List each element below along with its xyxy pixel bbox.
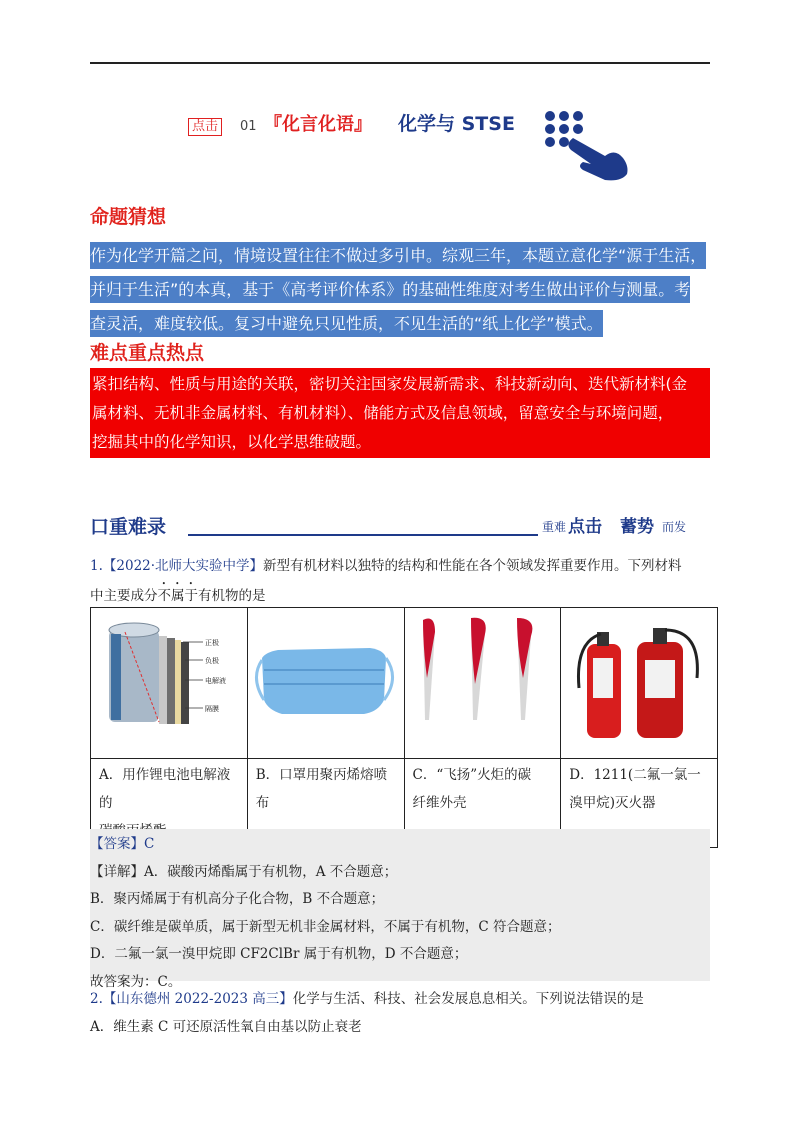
detail-line: A．碳酸丙烯酯属于有机物，A 不合题意；: [144, 863, 398, 880]
hotspot-line: 挖掘其中的化学知识，以化学思维破题。: [92, 433, 372, 451]
option-label: 溴甲烷)灭火器: [569, 795, 656, 811]
banner-keyword: 『化言化语』: [264, 114, 372, 135]
section-tag: 蓄势: [620, 517, 654, 537]
banner-stamp: 点击: [188, 118, 222, 136]
question-number: 1.: [90, 558, 103, 574]
click-hand-icon: [543, 108, 633, 183]
section-underline: [188, 534, 538, 536]
section-header: [90, 512, 710, 538]
question-stem: 中主要成分: [90, 588, 158, 604]
fire-extinguisher-illustration: [561, 608, 713, 748]
battery-label: 电解液: [205, 677, 226, 685]
detail-line: B．聚丙烯属于有机高分子化合物，B 不合题意；: [90, 891, 385, 907]
option-label: D．1211(二氟一氯一: [569, 767, 701, 783]
guess-line: 作为化学开篇之问，情境设置往往不做过多引申。综观三年，本题立意化学“源于生活，: [90, 242, 706, 269]
section-tag: 而发: [662, 520, 687, 534]
option-label: B．口罩用聚丙烯熔喷: [255, 767, 388, 783]
option-label: 纤维外壳: [412, 795, 467, 811]
answer-block: [90, 829, 710, 990]
option-label: A．用作锂电池电解液的: [99, 767, 231, 811]
question-number: 2.: [90, 991, 103, 1007]
battery-label: 负极: [205, 657, 219, 665]
guess-line: 查灵活，难度较低。复习中避免只见性质，不见生活的“纸上化学”模式。: [90, 310, 603, 337]
question-option: A．维生素 C 可还原活性氧自由基以防止衰老: [90, 1019, 362, 1035]
detail-line: D．二氟一氯一溴甲烷即 CF2ClBr 属于有机物，D 不合题意；: [90, 946, 468, 962]
hotspot-box: [90, 368, 710, 458]
torch-illustration: [405, 608, 557, 748]
question-2: [90, 985, 715, 1041]
section-tag: 重难: [542, 520, 567, 534]
banner-subtitle: 化学与 STSE: [398, 113, 515, 135]
option-b-image: [247, 608, 404, 759]
detail-line: 故答案为：C。: [90, 973, 182, 990]
banner-number: 01: [240, 119, 257, 134]
hotspot-heading: 难点重点热点: [90, 342, 205, 364]
battery-label: 隔膜: [205, 705, 219, 713]
option-c-image: [404, 608, 561, 759]
guess-line: 并归于生活”的本真，基于《高考评价体系》的基础性维度对考生做出评价与测量。考: [90, 276, 690, 303]
option-d-image: [561, 608, 718, 759]
header-rule: [90, 62, 710, 64]
answer-label: 【答案】C: [90, 836, 155, 852]
option-label: 布: [255, 795, 270, 811]
hotspot-line: 紧扣结构、性质与用途的关联，密切关注国家发展新需求、科技新动向、迭代新材料(金: [92, 375, 688, 393]
detail-label: 【详解】: [90, 863, 144, 880]
question-stem: 新型有机材料以独特的结构和性能在各个领域发挥重要作用。下列材料: [263, 558, 682, 574]
question-stem: 化学与生活、科技、社会发展息息相关。下列说法错误的是: [292, 991, 644, 1007]
detail-line: C．碳纤维是碳单质，属于新型无机非金属材料，不属于有机物，C 符合题意；: [90, 918, 561, 935]
question-source: 【2022·北师大实验中学】: [102, 558, 264, 574]
options-table: [90, 607, 718, 848]
topic-banner: [188, 108, 648, 188]
battery-label: 正极: [205, 639, 219, 647]
option-a-image: [91, 608, 248, 759]
section-title: 口重难录: [90, 516, 167, 538]
battery-diagram: [91, 608, 247, 748]
face-mask-illustration: [248, 608, 400, 748]
question-1: [90, 552, 715, 610]
guess-heading: 命题猜想: [90, 206, 167, 228]
question-emphasis: 不属于: [157, 588, 198, 604]
section-tag: 点击: [568, 517, 602, 537]
question-stem: 有机物的是: [198, 588, 266, 604]
guess-paragraph: [90, 239, 720, 341]
option-label: C．“飞扬”火炬的碳: [412, 767, 532, 783]
question-source: 【山东德州 2022-2023 高三】: [102, 991, 293, 1007]
hotspot-line: 属材料、无机非金属材料、有机材料）、储能方式及信息领域，留意安全与环境问题，: [92, 404, 674, 422]
